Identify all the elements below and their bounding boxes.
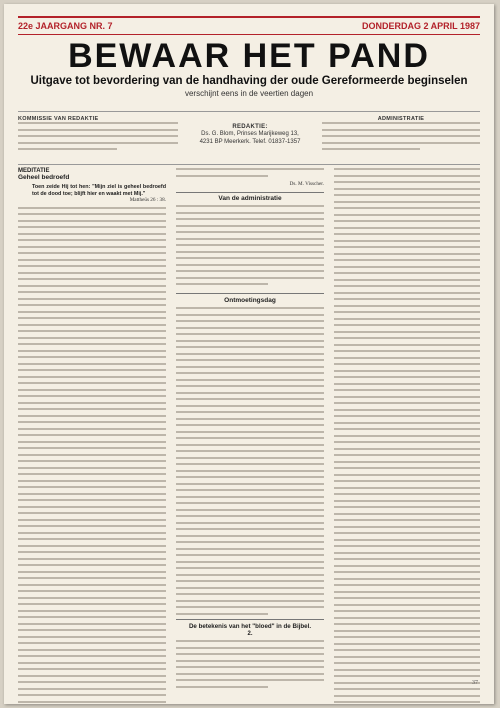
column-meditation [18, 168, 166, 704]
column-right [334, 168, 480, 704]
meaning-heading: De betekenis van het "bloed" in de Bijbel. [188, 623, 312, 630]
meeting-heading: Ontmoetingsdag [224, 296, 276, 304]
meeting-body [176, 307, 324, 615]
masthead [18, 38, 480, 99]
right-column-body [334, 168, 480, 704]
meditation-label: MEDITATIE [18, 168, 50, 174]
middle-intro-text [176, 168, 324, 177]
administration-heading: ADMINISTRATIE [377, 116, 425, 122]
editorial-info-row [18, 111, 480, 165]
column-middle [176, 168, 324, 692]
administration-notice-heading: Van de administratie [218, 194, 282, 202]
administration-block [322, 116, 480, 155]
commission-text [18, 122, 178, 150]
newspaper-page [4, 4, 494, 704]
meditation-body [18, 207, 166, 705]
middle-signature: Ds. M. Visscher. [289, 181, 324, 187]
issue-date: DONDERDAG 2 APRIL 1987 [361, 21, 480, 31]
administration-notice-body [176, 205, 324, 285]
volume-label: 22e JAARGANG NR. 7 [18, 21, 113, 31]
page-number: 37 [472, 680, 478, 686]
commission-heading: KOMMISSIE VAN REDAKTIE [18, 116, 99, 122]
meaning-body [176, 640, 324, 688]
newspaper-subtitle: Uitgave tot bevordering van de handhaving der oude Gereformeerde beginselen [30, 75, 468, 87]
editorial-address-1: Ds. G. Blom, Prinses Marijkeweg 13, [201, 131, 299, 137]
meaning-article [176, 619, 324, 688]
editorial-heading: REDAKTIE: [232, 124, 268, 130]
top-bar [18, 16, 480, 35]
administration-notice-box [176, 192, 324, 294]
editorial-address-2: 4231 BP Meerkerk. Telef. 01837-1357 [199, 139, 301, 145]
meditation-reference: Mattheüs 26 : 38. [129, 197, 166, 203]
meditation-heading: Geheel bedroefd [18, 173, 70, 181]
administration-text [322, 122, 480, 150]
meditation-quote: Toen zeide Hij tot hen: "Mijn ziel is geheel bedroefd tot de dood toe; blijft hier en waakt met Mij." [32, 184, 166, 197]
meaning-part: 2. [247, 630, 253, 637]
commission-block [18, 116, 178, 155]
publication-frequency: verschijnt eens in de veertien dagen [184, 89, 314, 98]
editorial-block [190, 116, 310, 146]
newspaper-title: BEWAAR HET PAND [68, 37, 430, 75]
